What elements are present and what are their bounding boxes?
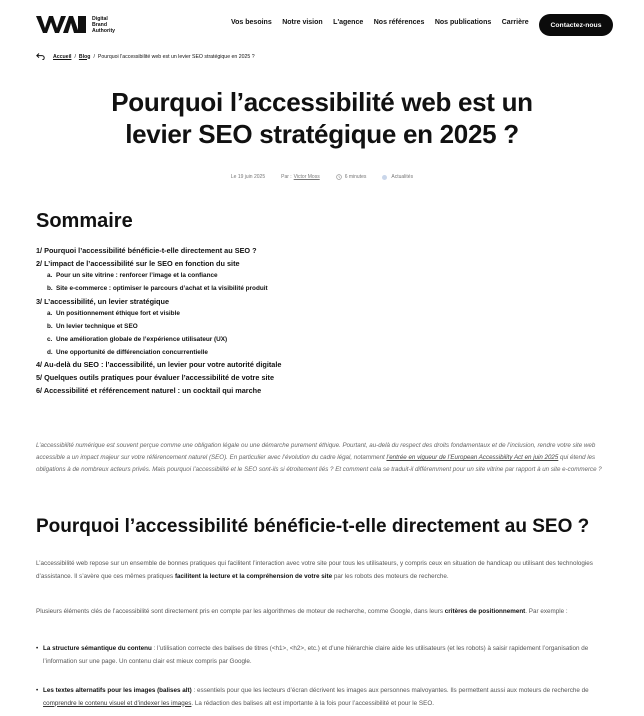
author-prefix: Par : [281,174,292,180]
paragraph-text: par les robots des moteurs de recherche. [332,572,449,580]
intro-text: qui étend les obligations à de nombreux acteurs privés. Mais pourquoi l’accessibilité et le SEO sont-ils si étroitement liés ? Et comment cela se traduit-il différemment pour un site vitrine par rapport à un site e-commerce ? [36,454,602,474]
title-line-2: levier SEO stratégique en 2025 ? [125,119,519,149]
toc-item[interactable]: 3/ L’accessibilité, un levier stratégique [36,296,170,306]
logo[interactable] [36,15,115,34]
toc-subitem[interactable] [36,283,356,296]
breadcrumb [36,53,255,60]
main-nav [231,19,539,26]
breadcrumb-separator: / [74,53,76,60]
toc-letter: b. [47,285,53,293]
bullet-text: . La rédaction des balises alt est importante à la fois pour l’accessibilité et pour le SEO. [191,699,434,707]
title-line-1: Pourquoi l’accessibilité web est un [111,87,533,117]
toc-subitem[interactable] [36,321,356,334]
toc-subitem-text: Une opportunité de différenciation concurrentielle [56,348,208,356]
toc-letter: c. [47,335,53,343]
paragraph-text: . Par exemple : [525,608,568,615]
nav-references[interactable]: Nos références [373,19,425,26]
bullet-title: La structure sémantique du contenu [43,645,152,652]
toc-item[interactable]: 5/ Quelques outils pratiques pour évaluer l’accessibilité de votre site [36,372,275,382]
site-header [0,0,644,50]
toc-subitem[interactable] [36,347,356,360]
toc-subitem-text: Une amélioration globale de l’expérience utilisateur (UX) [56,335,228,343]
page-title [40,86,604,150]
toc-letter: a. [47,310,53,318]
table-of-contents [36,245,356,397]
toc-letter: b. [47,323,53,331]
toc-subitem-text: Un positionnement éthique fort et visible [56,310,180,318]
paragraph-bold: critères de positionnement [444,608,526,615]
read-time [336,174,367,180]
dba-logo-icon [36,15,86,34]
nav-publications[interactable]: Nos publications [434,19,492,26]
bullet-text: : essentiels pour que les lecteurs d’écran décrivent les images aux personnes malvoyantes. Ils permettent aussi aux moteurs de recherche de [191,687,589,694]
bullet-title: Les textes alternatifs pour les images (balises alt) [43,687,192,694]
article-meta [0,174,644,180]
logo-line: Digital [92,15,108,22]
section-paragraph [36,606,614,619]
read-time-text: 6 minutes [344,174,367,180]
section-heading: Pourquoi l’accessibilité bénéficie-t-elle directement au SEO ? [36,516,590,537]
toc-subitem-text: Un levier technique et SEO [56,323,138,331]
toc-letter: a. [47,272,53,280]
breadcrumb-separator: / [93,53,95,60]
toc-item[interactable]: 4/ Au-delà du SEO : l’accessibilité, un levier pour votre autorité digitale [36,360,282,370]
logo-text [92,16,115,34]
logo-line: Authority [92,27,116,34]
breadcrumb-blog[interactable]: Blog [78,53,91,60]
breadcrumb-current: Pourquoi l'accessibilité web est un levier SEO stratégique en 2025 ? [97,53,255,60]
bullet-link[interactable]: comprendre le contenu visuel et d’indexer les images [43,699,192,707]
toc-subitem[interactable] [36,308,356,321]
author-info [281,174,320,180]
bullet-item [36,643,614,668]
toc-letter: d. [47,348,53,356]
back-arrow-icon[interactable] [36,53,45,60]
toc-subitem-text: Pour un site vitrine : renforcer l’image et la confiance [56,272,218,280]
category-tag [382,174,413,180]
nav-notre-vision[interactable]: Notre vision [282,19,323,26]
author-link[interactable]: Victor Moss [293,174,320,180]
section-paragraph [36,558,614,583]
paragraph-text: Plusieurs éléments clés de l’accessibilité sont directement pris en compte par les algorithmes de moteur de recherche, comme Google, dans leurs [36,608,445,615]
toc-subitem[interactable] [36,334,356,347]
intro-text: L’accessibilité numérique est souvent perçue comme une obligation légale ou une démarche purement éthique. Pourtant, au-delà du respect des droits fondamentaux et de l’inclusion, rendre votre site web accessible a un impact majeur sur votre référencement naturel (SEO). En particulier avec l’évolution du cadre légal, notamment [36,442,596,462]
clock-icon [336,174,342,180]
logo-line: Brand [92,21,107,28]
category-dot-icon [382,175,387,180]
bullet-item [36,685,614,710]
nav-agence[interactable]: L'agence [333,19,364,26]
toc-subitem[interactable] [36,270,356,283]
contact-button[interactable]: Contactez-nous [539,14,613,36]
nav-carriere[interactable]: Carrière [501,19,529,26]
intro-paragraph [36,440,614,477]
paragraph-text: L’accessibilité web repose sur un ensemble de bonnes pratiques qui facilitent l’interaction avec votre site pour tous les utilisateurs, y compris ceux en situation de handicap ou utilisant des technologies d’assistance. Il s’avère que ces mêmes pratiques [36,560,593,580]
toc-subitem-text: Site e-commerce : optimiser le parcours d’achat et la visibilité produit [56,285,268,293]
category-text: Actualités [391,174,414,180]
eaa-link[interactable]: l’entrée en vigueur de l’European Accessibility Act en juin 2025 [386,454,559,462]
paragraph-bold: facilitent la lecture et la compréhension de votre site [174,572,333,580]
bullet-text: : l’utilisation correcte des balises de titres (<h1>, <h2>, etc.) et d’une hiérarchie claire aide les utilisateurs (et les robots) à saisir rapidement l’organisation de l’information sur une page. Un contenu clair est mieux compris par Google. [43,645,589,665]
toc-item[interactable]: 6/ Accessibilité et référencement naturel : un cocktail qui marche [36,385,262,395]
publish-date: Le 19 juin 2025 [230,174,266,180]
toc-item[interactable]: 1/ Pourquoi l’accessibilité bénéficie-t-elle directement au SEO ? [36,246,257,255]
breadcrumb-home[interactable]: Accueil [53,53,72,60]
toc-item[interactable]: 2/ L’impact de l’accessibilité sur le SEO en fonction du site [36,258,240,268]
toc-title: Sommaire [36,210,133,232]
nav-vos-besoins[interactable]: Vos besoins [231,19,272,26]
